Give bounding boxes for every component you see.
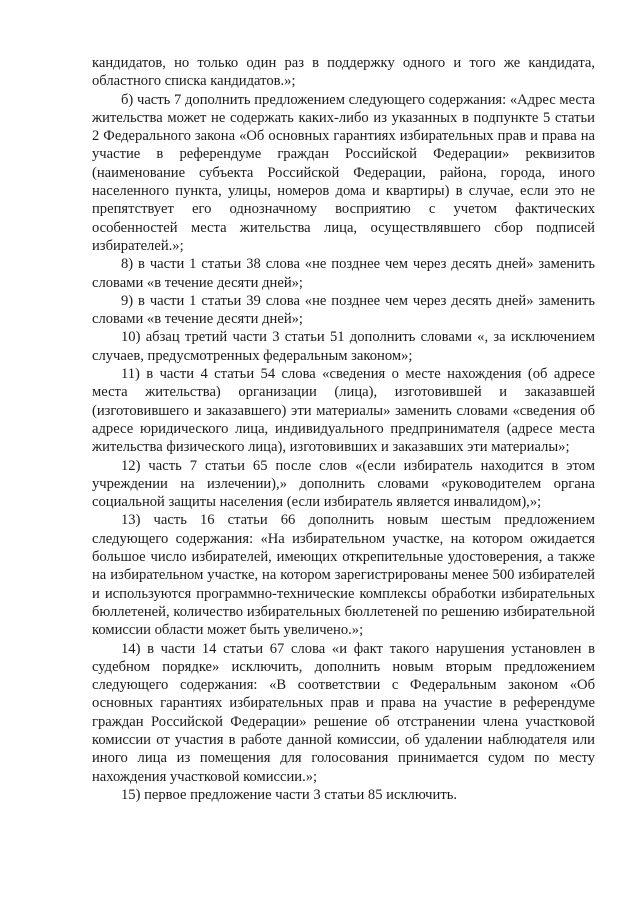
paragraph-9: 9) в части 1 статьи 39 слова «не позднее чем через десять дней» заменить словами «в течение десяти дней»; xyxy=(92,292,595,328)
paragraph-continuation: кандидатов, но только один раз в поддержку одного и того же кандидата, областного списка кандидатов.»; xyxy=(92,55,595,90)
paragraph-12: 12) часть 7 статьи 65 после слов «(если избиратель находится в этом учреждении на излечении),» дополнить словами «руководителем органа социальной защиты населения (если избиратель является инвалидом),»; xyxy=(92,457,595,511)
paragraph-14: 14) в части 14 статьи 67 слова «и факт такого нарушения установлен в судебном порядке» исключить, дополнить новым вторым предложением следующего содержания: «В соответствии с Федеральным законом «Об основных гарантиях избирательных прав и права на участие в референдуме граждан Российской Федерации» решение об отстранении члена участковой комиссии от участия в работе данной комиссии, об удалении наблюдателя или иного лица из помещения для голосования принимается судом по месту нахождения участковой комиссии.»; xyxy=(92,640,595,785)
document-page xyxy=(92,54,595,804)
paragraph-13: 13) часть 16 статьи 66 дополнить новым шестым предложением следующего содержания: «На избирательном участке, на котором ожидается большое число избирателей, имеющих открепительные удостоверения, а также на избирательном участке, на котором зарегистрированы менее 500 избирателей и используются программно-технические комплексы обработки избирательных бюллетеней, количество избирательных бюллетеней по решению избирательной комиссии области может быть увеличено.»; xyxy=(92,512,595,639)
paragraph-11: 11) в части 4 статьи 54 слова «сведения о месте нахождения (об адресе места жительства) организации (лица), изготовившей и заказавшей (изготовившего и заказавшего) эти материалы» заменить словами «сведения об адресе юридического лица, индивидуального предпринимателя (адресе места жительства физического лица), изготовивших и заказавших эти материалы»; xyxy=(92,366,595,456)
paragraph-10: 10) абзац третий части 3 статьи 51 дополнить словами «, за исключением случаев, предусмотренных федеральным законом»; xyxy=(92,329,595,364)
paragraph-15: 15) первое предложение части 3 статьи 85 исключить. xyxy=(121,786,458,803)
paragraph-8: 8) в части 1 статьи 38 слова «не позднее чем через десять дней» заменить словами «в течение десяти дней»; xyxy=(92,256,595,291)
paragraph-b: б) часть 7 дополнить предложением следующего содержания: «Адрес места жительства может не содержать каких-либо из указанных в подпункте 5 статьи 2 Федерального закона «Об основных гарантиях избирательных прав и права на участие в референдуме граждан Российской Федерации» реквизитов (наименование субъекта Российской Федерации, района, города, иного населенного пункта, улицы, номеров дома и квартиры) в случае, если это не препятствует его однозначному восприятию с учетом фактических особенностей места жительства лица, осуществлявшего сбор подписей избирателей.»; xyxy=(92,91,595,254)
